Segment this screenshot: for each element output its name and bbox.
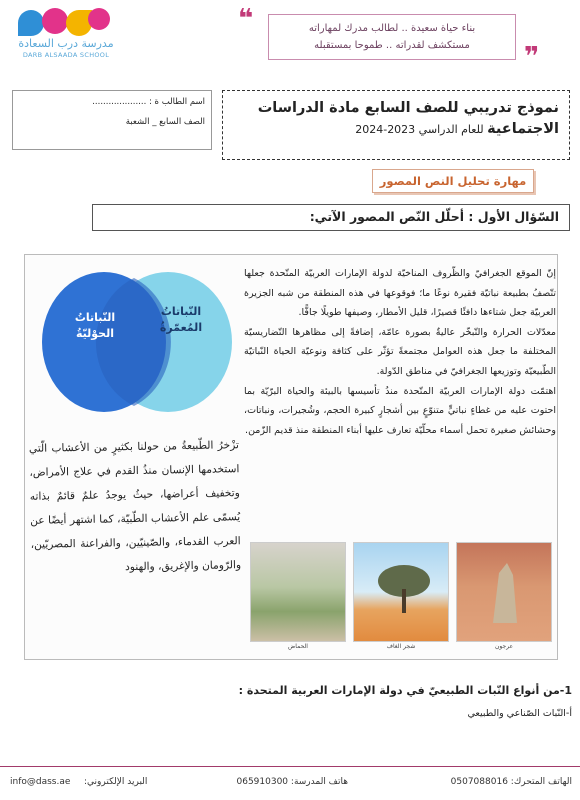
slogan-box	[268, 14, 516, 60]
footer-email[interactable]: info@dass.ae	[10, 777, 71, 787]
footer	[0, 766, 580, 800]
logo-name: مدرسة درب السعادة	[18, 37, 114, 50]
skill-label: مهارة تحليل النص المصور	[372, 169, 534, 193]
main-text	[244, 264, 556, 440]
quote-close-icon: ❞	[524, 42, 540, 72]
plant-photos	[250, 542, 552, 652]
caption-hummaid: الحماض	[288, 643, 308, 650]
footer-email-label: البريد الإلكتروني:	[84, 777, 148, 787]
herbs-paragraph: تزْخرُ الطّبيعةُ من حولنا بكثيرٍ من الأعشاب الّتي استخدمها الإنسان منذُ القدم في علاج الأمراض، وتخفيف أعراضها، حيثُ يوجدُ علمٌ قائمٌ بذاته يُسمّى علم الأعشاب الطّبيّة، كما اشتهر أيضًا عن العرب القدماء، والصّينيّين، والفراعنة المصريّين، والرّومان والإغريق، والهنود	[28, 439, 242, 574]
venn-diagram	[34, 268, 238, 416]
question-1: 1-من أنواع النّبات الطبيعيّ في دولة الإمارات العربية المتحدة :	[238, 684, 572, 697]
title-line1: نموذج تدريبي للصف السابع مادة الدراسات	[257, 100, 559, 116]
title-subject: الاجتماعية	[487, 121, 559, 137]
venn-right-label: النّباتاتُ المُعمّرةُ	[159, 305, 203, 334]
footer-mobile: الهاتف المتحرك: 0507088016	[450, 777, 572, 787]
question-heading: السّؤال الأول : أحلّل النّص المصور الآتي:	[92, 204, 570, 231]
student-name-label: اسم الطالب ة : ....................	[92, 97, 205, 107]
slogan-line1: بناء حياة سعيدة .. لطالب مدرك لمهاراته	[308, 23, 476, 34]
footer-school-phone: هاتف المدرسة: 065910300	[236, 777, 348, 787]
logo-mark-icon	[14, 6, 114, 36]
caption-arjoun: عرجون	[494, 643, 514, 650]
school-logo	[8, 4, 118, 62]
student-info-box	[12, 90, 212, 150]
logo-subtitle: DARB ALSAADA SCHOOL	[22, 51, 110, 59]
photo-hummaid	[250, 542, 346, 642]
venn-left-label: النّباتاتُ الحوْليّةُ	[74, 311, 116, 340]
answer-option-a[interactable]: أ-النّبات الصّناعي والطبيعي	[467, 708, 572, 719]
slogan-line2: مستكشف لقدراته .. طموحا بمستقبله	[314, 40, 470, 51]
quote-open-icon: ❝	[238, 4, 254, 34]
student-class-label: الصف السابع _ الشعبة	[125, 117, 205, 127]
title-year: للعام الدراسي 2023-2024	[355, 123, 484, 136]
title-line2	[233, 119, 559, 140]
title-box	[222, 90, 570, 160]
main-paragraph-1: إنّ الموقع الجغرافيّ والظّروف المناخيّة لدولة الإمارات العربيّة المتّحدة جعلها تتّصفُ بطبيعة نباتيّة فقيرة نوعًا ما؛ فوقوعها في هذه المنطقة من شبه الجزيرة العربيّة جعل شتاءها دافئًا قصيرًا، قليل الأمطار، وصيفها طويلًا جافًّا.	[244, 268, 556, 319]
main-paragraph-2: معدّلات الحرارة والتّبخّر عاليةٌ بصورة عامّة، إضافةً إلى مظاهرها التّضاريسيّة المختلفة ما جعل هذه العوامل مجتمعةً تؤثّر على كثافة ونوعيّة الحياة النّباتيّة الطّبيعيّة وتوزيعها الجغرافيّ في مناطق الدّولة.	[244, 326, 556, 377]
caption-ghaf: شجر الغاف	[386, 643, 416, 650]
photo-ghaf-tree	[353, 542, 449, 642]
photo-arjoun	[456, 542, 552, 642]
main-paragraph-3: اهتمّت دولة الإمارات العربيّة المتّحدة منذُ تأسيسها بالبيئة والحياة البرّيّة بما احتوت عليه من غطاءٍ نباتيٍّ متنوّعٍ بين أشجارٍ كبيرة الحجم، وشُجيرات، ونباتات، وحشائش صغيرة تحمل أسماء محلّيّة تعارف عليها أبناء المنطقة منذ قديم الزّمن.	[244, 385, 556, 436]
